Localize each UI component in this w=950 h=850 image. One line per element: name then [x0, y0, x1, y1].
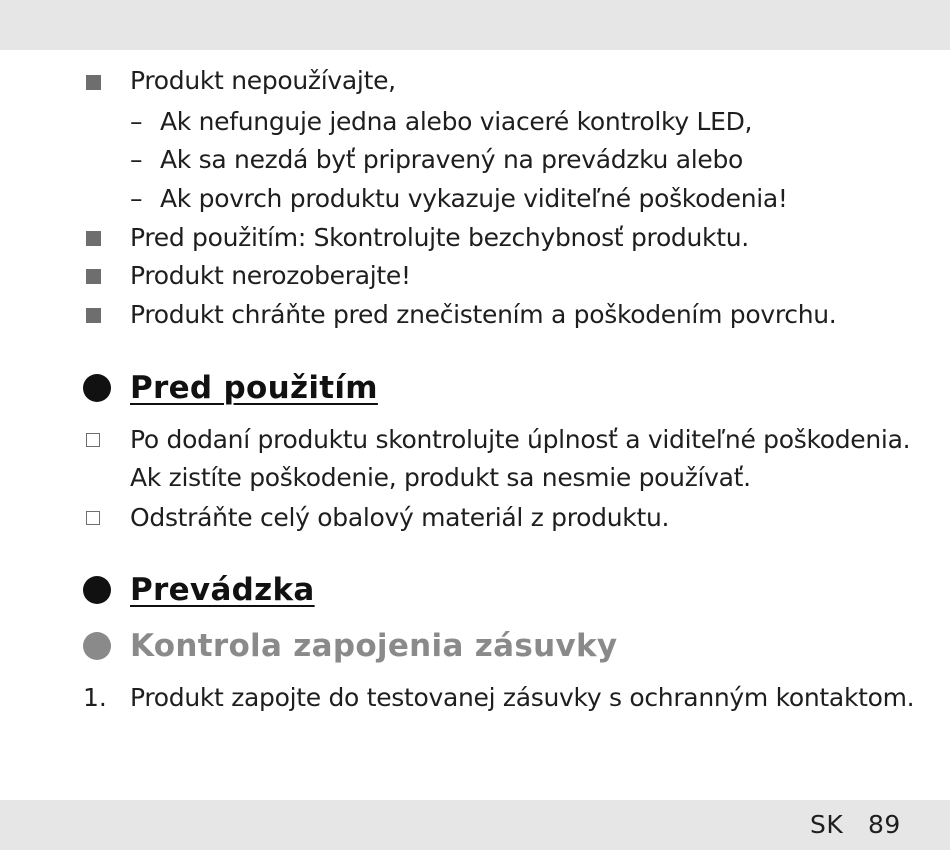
- step-number: 1.: [83, 683, 107, 712]
- dash-marker: –: [130, 107, 143, 136]
- square-bullet-icon: [86, 75, 101, 90]
- footer-page-number: 89: [868, 810, 901, 839]
- checklist-item-line: Odstráňte celý obalový materiál z produktu.: [130, 503, 670, 532]
- safety-sub-item: Ak povrch produktu vykazuje viditeľné poškodenia!: [160, 184, 788, 213]
- section-bullet-icon: [83, 374, 111, 402]
- square-bullet-icon: [86, 308, 101, 323]
- checkbox-bullet-icon: [86, 511, 100, 525]
- top-band: [0, 0, 950, 50]
- safety-sub-item: Ak nefunguje jedna alebo viaceré kontrolky LED,: [160, 107, 753, 136]
- section-heading-operation: Prevádzka: [130, 572, 315, 608]
- safety-item: Produkt nepoužívajte,: [130, 66, 396, 95]
- safety-item: Pred použitím: Skontrolujte bezchybnosť produktu.: [130, 223, 749, 252]
- footer-band: [0, 800, 950, 850]
- safety-item: Produkt nerozoberajte!: [130, 261, 411, 290]
- dash-marker: –: [130, 184, 143, 213]
- step-text: Produkt zapojte do testovanej zásuvky s ochranným kontaktom.: [130, 683, 915, 712]
- checklist-item-line: Po dodaní produktu skontrolujte úplnosť a viditeľné poškodenia.: [130, 425, 911, 454]
- checkbox-bullet-icon: [86, 433, 100, 447]
- section-heading-before-use: Pred použitím: [130, 370, 378, 406]
- square-bullet-icon: [86, 269, 101, 284]
- checklist-item-line: Ak zistíte poškodenie, produkt sa nesmie používať.: [130, 463, 751, 492]
- subsection-bullet-icon: [83, 632, 111, 660]
- subsection-heading-socket-check: Kontrola zapojenia zásuvky: [130, 628, 618, 664]
- safety-sub-item: Ak sa nezdá byť pripravený na prevádzku alebo: [160, 145, 744, 174]
- dash-marker: –: [130, 145, 143, 174]
- square-bullet-icon: [86, 231, 101, 246]
- section-bullet-icon: [83, 576, 111, 604]
- footer-language: SK: [810, 810, 844, 839]
- safety-item: Produkt chráňte pred znečistením a poškodením povrchu.: [130, 300, 837, 329]
